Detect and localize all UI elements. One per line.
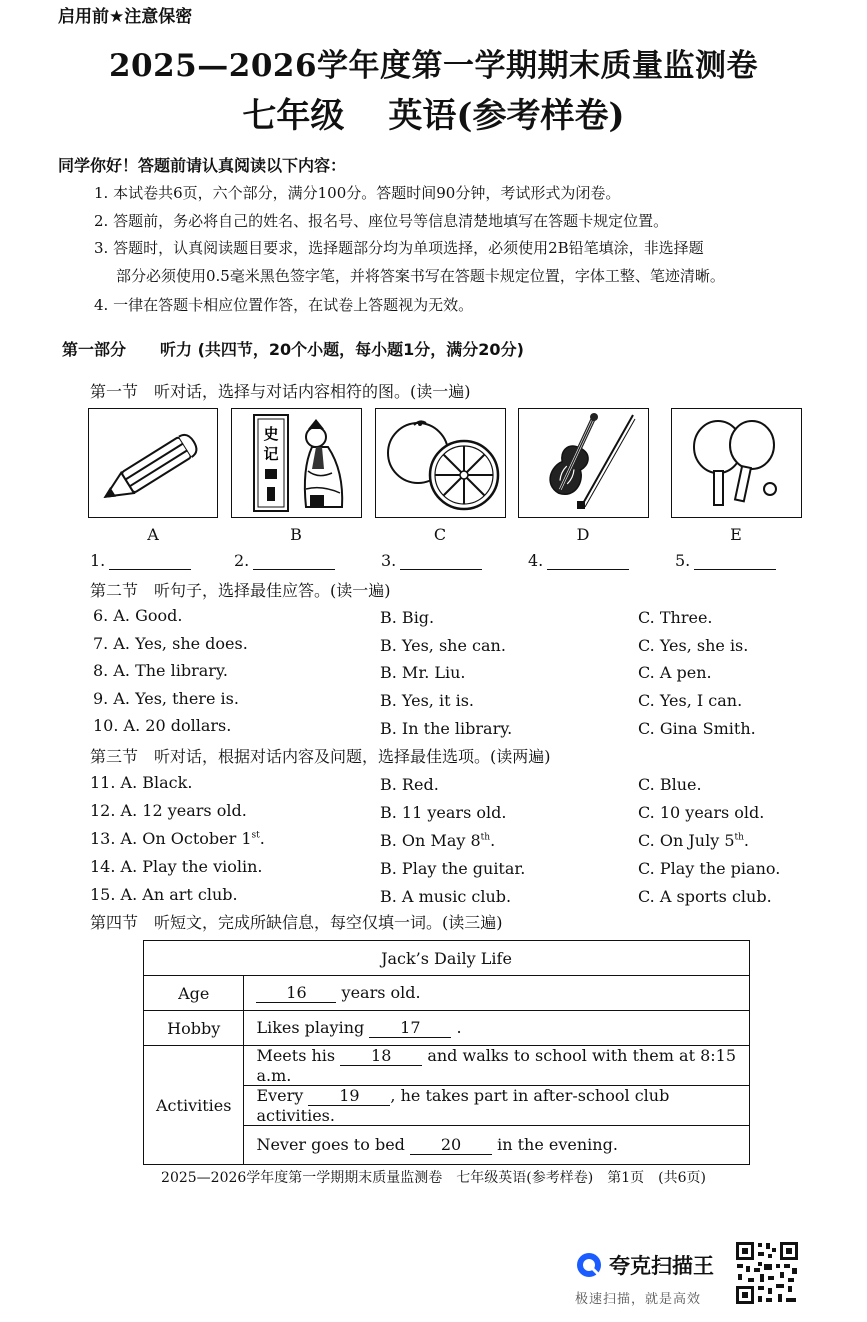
option-b: B. Yes, she can. (380, 636, 506, 655)
answer-blank: 3. (381, 551, 482, 570)
scanner-brand: 夸克扫描王 (609, 1254, 714, 1278)
picture-label-a: A (147, 525, 159, 544)
option-b: B. 11 years old. (380, 803, 507, 822)
instructions-greeting: 同学你好！答题前请认真阅读以下内容： (58, 156, 347, 175)
row-label-activities: Activities (144, 1046, 244, 1165)
section-title: 第四节 听短文，完成所缺信息，每空仅填一词。(读三遍) (90, 913, 503, 932)
option-a: 11. A. Black. (90, 773, 193, 792)
instruction-item: 3. 答题时，认真阅读题目要求，选择题部分均为单项选择，必须使用2B铅笔填涂，非选择题 (94, 239, 704, 257)
answer-20: 20 (410, 1135, 492, 1155)
option-b: B. Red. (380, 775, 439, 794)
option-c: C. Blue. (638, 775, 702, 794)
option-b: B. On May 8th. (380, 831, 496, 850)
answer-19: 19 (308, 1086, 390, 1106)
picture-label-b: B (290, 525, 302, 544)
option-a: 12. A. 12 years old. (90, 801, 247, 820)
scanner-slogan: 极速扫描，就是高效 (575, 1292, 702, 1307)
answer-18: 18 (340, 1046, 422, 1066)
option-c: C. A pen. (638, 663, 712, 682)
option-b: B. Mr. Liu. (380, 663, 466, 682)
row-label-age: Age (144, 976, 244, 1011)
option-c: C. Yes, she is. (638, 636, 749, 655)
scanner-logo-icon (575, 1251, 603, 1279)
option-c: C. Yes, I can. (638, 691, 743, 710)
instruction-item: 部分必须使用0.5毫米黑色签字笔，并将答案书写在答题卡规定位置，字体工整、笔迹清晰。 (116, 267, 725, 285)
answer-17: 17 (369, 1018, 451, 1038)
orange-icon (376, 409, 504, 516)
confidential-notice: 启用前★注意保密 (58, 7, 193, 27)
answer-blank: 4. (528, 551, 629, 570)
option-b: B. Yes, it is. (380, 691, 474, 710)
book-char-mid: 记 (263, 445, 279, 463)
scanner-watermark (575, 1250, 714, 1307)
instruction-item: 1. 本试卷共6页，六个部分，满分100分。答题时间90分钟，考试形式为闭卷。 (94, 184, 621, 202)
option-a: 15. A. An art club. (90, 885, 238, 904)
option-c: C. Three. (638, 608, 713, 627)
option-a: 14. A. Play the violin. (90, 857, 263, 876)
option-b: B. A music club. (380, 887, 512, 906)
picture-a (88, 408, 218, 518)
picture-d (518, 408, 649, 518)
section-title: 第一节 听对话，选择与对话内容相符的图。(读一遍) (90, 382, 471, 401)
answer-blank: 2. (234, 551, 335, 570)
option-b: B. Big. (380, 608, 435, 627)
exam-subtitle (0, 88, 867, 137)
row-age: 16 years old. (244, 976, 750, 1011)
instruction-item: 4. 一律在答题卡相应位置作答，在试卷上答题视为无效。 (94, 296, 474, 314)
exam-title: 2025—2026学年度第一学期期末质量监测卷 (108, 48, 759, 84)
book-shiji-icon (232, 409, 360, 516)
row-hobby: Likes playing 17 . (244, 1011, 750, 1046)
option-a: 10. A. 20 dollars. (93, 716, 232, 735)
option-a: 9. A. Yes, there is. (93, 689, 239, 708)
row-activity-1: Meets his 18 and walks to school with them at 8:15 a.m. (244, 1046, 750, 1086)
answer-16: 16 (256, 983, 336, 1003)
section-title: 第二节 听句子，选择最佳应答。(读一遍) (90, 581, 391, 600)
part-heading (62, 337, 524, 360)
row-activity-3: Never goes to bed 20 in the evening. (244, 1126, 750, 1165)
picture-label-c: C (433, 525, 447, 544)
option-c: C. On July 5th. (638, 831, 750, 850)
part-label: 第一部分 (62, 340, 127, 359)
row-label-hobby: Hobby (144, 1011, 244, 1046)
qr-code-icon (734, 1240, 800, 1306)
option-b: B. Play the guitar. (380, 859, 526, 878)
instruction-item: 2. 答题前，务必将自己的姓名、报名号、座位号等信息清楚地填写在答题卡规定位置。 (94, 212, 669, 230)
section-title: 第三节 听对话，根据对话内容及问题，选择最佳选项。(读两遍) (90, 747, 551, 766)
violin-icon (519, 409, 647, 516)
option-c: C. Play the piano. (638, 859, 781, 878)
option-a: 8. A. The library. (93, 661, 228, 680)
option-a: 6. A. Good. (93, 606, 183, 625)
option-a: 7. A. Yes, she does. (93, 634, 248, 653)
picture-label-d: D (576, 525, 590, 544)
answer-blank: 1. (90, 551, 191, 570)
ping-pong-icon (672, 409, 800, 516)
option-a: 13. A. On October 1st. (90, 829, 265, 848)
book-char-top: 史 (263, 425, 279, 443)
page-footer: 2025—2026学年度第一学期期末质量监测卷 七年级英语(参考样卷) 第1页 (共6页) (161, 1170, 706, 1186)
picture-b (231, 408, 362, 518)
jack-daily-life-table (143, 940, 750, 1165)
option-c: C. A sports club. (638, 887, 772, 906)
part-title: 听力 (共四节，20个小题，每小题1分，满分20分) (160, 340, 524, 359)
table-heading: Jack’s Daily Life (144, 941, 750, 976)
grade-label: 七年级 (242, 96, 345, 136)
subject-label: 英语(参考样卷) (388, 96, 625, 136)
row-activity-2: Every 19 , he takes part in after-school club activities. (244, 1086, 750, 1126)
pencil-icon (89, 409, 216, 516)
picture-e (671, 408, 802, 518)
option-c: C. 10 years old. (638, 803, 765, 822)
option-b: B. In the library. (380, 719, 513, 738)
picture-label-e: E (730, 525, 742, 544)
picture-c (375, 408, 506, 518)
answer-blank: 5. (675, 551, 776, 570)
option-c: C. Gina Smith. (638, 719, 756, 738)
